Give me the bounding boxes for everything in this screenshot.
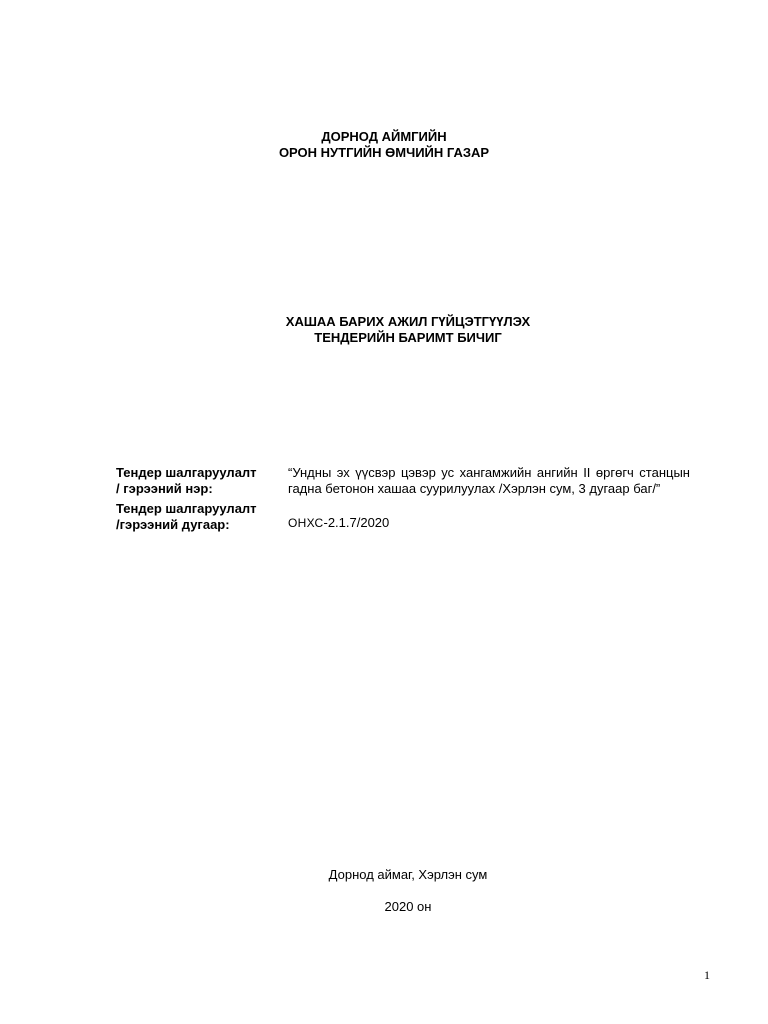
tender-number-code: -2.1.7/2020 [323, 515, 390, 530]
footer-year: 2020 он [384, 899, 432, 914]
tender-number-label-line-1: Тендер шалгаруулалт [116, 501, 257, 516]
tender-number-label [116, 501, 288, 533]
tender-number-row [116, 501, 690, 533]
organization-heading [0, 129, 768, 161]
document-title-line-1: ХАШАА БАРИХ АЖИЛ ГҮЙЦЭТГҮҮЛЭХ [285, 314, 531, 329]
organization-line-1: ДОРНОД АЙМГИЙН [321, 129, 447, 144]
tender-name-row [116, 465, 690, 497]
tender-name-label-line-1: Тендер шалгаруулалт [116, 465, 257, 480]
organization-line-2: ОРОН НУТГИЙН ӨМЧИЙН ГАЗАР [278, 145, 490, 160]
tender-name-label [116, 465, 288, 497]
document-title [24, 314, 768, 346]
footer-location: Дорнод аймаг, Хэрлэн сум [328, 867, 488, 882]
tender-name-value: “Ундны эх үүсвэр цэвэр ус хангамжийн ангийн II өргөгч станцын гадна бетонон хашаа суурилуулах /Хэрлэн сум, 3 дугаар баг/” [288, 465, 690, 496]
page-number: 1 [704, 968, 710, 982]
tender-info-table [116, 465, 690, 537]
tender-number-label-line-2: /гэрээний дугаар: [116, 517, 230, 532]
tender-number-prefix: ОНХС [288, 516, 324, 530]
tender-name-label-line-2: / гэрээний нэр: [116, 481, 213, 496]
tender-number-value [288, 501, 690, 533]
document-title-line-2: ТЕНДЕРИЙН БАРИМТ БИЧИГ [314, 330, 502, 345]
